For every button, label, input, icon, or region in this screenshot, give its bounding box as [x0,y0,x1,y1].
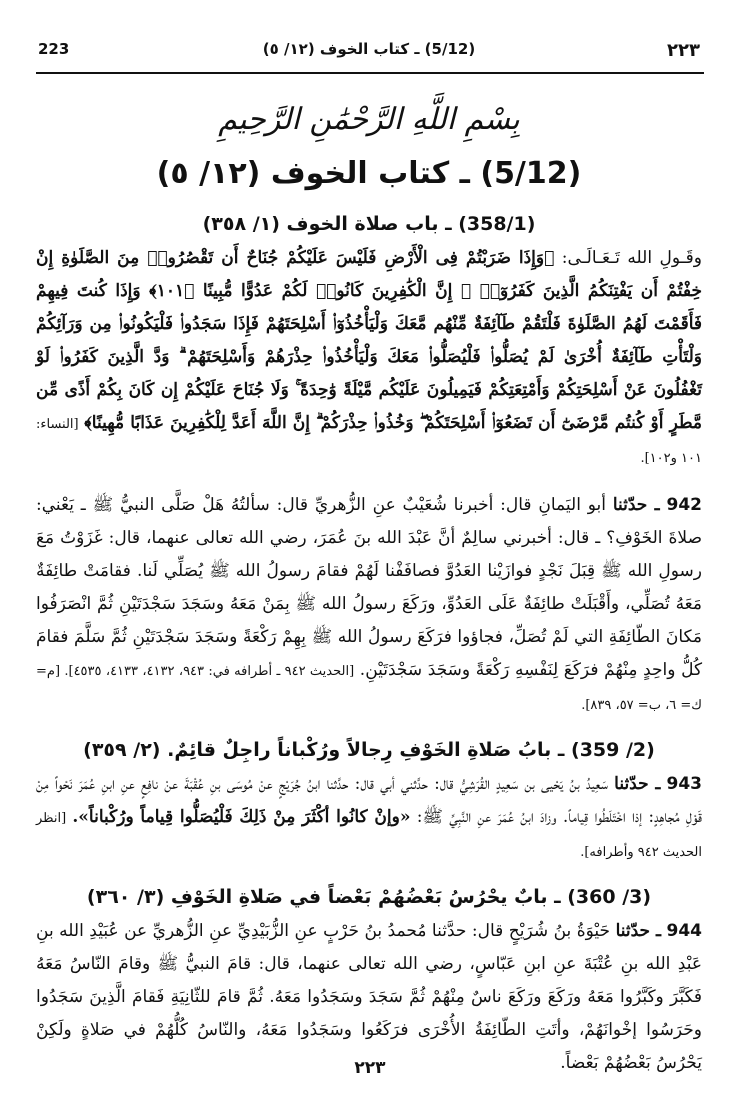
chapter-intro-paragraph [36,242,702,475]
verse-reference: [النساء: ١٠١ و١٠٢]. [36,417,702,466]
hadith-opening: ـ حدّثنا [612,495,660,515]
spacer [36,869,702,883]
hadith-text: حَيْوَةُ بنُ شُرَيْحٍ قال: حدَّثنا مُحمدُ بنُ حَرْبٍ عنِ الزُّبَيْدِيِّ عنِ الزُّهريِّ عن عُبَيْدِ الله بنِ عَبْدِ الله بنِ عُتْبَةَ عنِ ابنِ عَبّاسٍ، رضي الله تعالى عنهما، قال: قامَ النبيُّ ﷺ وقامَ النّاسُ مَعَهُ فَكَبَّرَ وكَبَّرُوا مَعَهُ ورَكَعَ ورَكَعَ ناسٌ مِنْهُمْ ثُمَّ سَجَدَ وسَجَدُوا مَعَهُ. ثُمَّ قامَ للثّانِيَةِ فَقامَ الَّذِينَ سَجَدُوا وحَرَسُوا إخْوانَهُمْ، وأتَتِ الطّائِفَةُ الأُخْرَى فرَكَعُوا وسَجَدُوا مَعَهُ، والنّاسُ كُلُّهُمْ في صَلاةٍ ولَكِنْ يَحْرُسُ بَعْضُهُمْ بَعْضاً. [36,921,702,1073]
hadith-number: 943 [666,774,703,794]
chapter-title: (358/1) ـ باب صلاة الخوف (١/ ٣٥٨) [202,213,536,235]
page-number-latin: 223 [38,40,70,58]
intro-text: وقَـولِ الله تَـعَـالَـى: [561,248,702,268]
spacer [36,475,702,489]
page-body [36,100,702,1080]
hadith-reference: [انظر الحديث ٩٤٢ وأطرافه]. [36,811,702,860]
basmala: بِسْمِ اللَّهِ الرَّحْمَٰنِ الرَّحِيمِ [218,102,520,137]
hadith-text: أبو اليَمانِ قال: أخبرنا شُعَيْبٌ عنِ الزُّهريِّ قال: سألتُهُ هَلْ صَلَّى النبيُّ ﷺ ـ يَعْني: صلاةَ الخَوْفِ؟ ـ قال: أخبرني سالِمٌ أنَّ عَبْدَ الله بنَ عُمَرَ، رضي الله تعالى عنهما، قال: غَزَوْتُ مَعَ رسولِ الله ﷺ قِبَلَ نَجْدٍ فوازَيْنا العَدُوَّ فصافَفْنا لَهُمْ فقامَ رسولُ الله ﷺ يُصَلِّي لَنا. فقامَتْ طائِفَةٌ مَعَهُ تُصَلِّي، وأَقْبَلَتْ طائِفَةٌ عَلَى العَدُوِّ، ورَكَعَ رسولُ الله ﷺ بِمَنْ مَعَهُ وسَجَدَ سَجْدَتَيْنِ ثُمَّ انْصَرَفُوا مَكانَ الطّائِفَةِ التي لَمْ تُصَلِّ، فجاؤوا فرَكَعَ رسولُ الله ﷺ بِهِمْ رَكْعَةً وسَجَدَ سَجْدَتَيْنِ ثُمَّ سَلَّمَ فقامَ كُلُّ واحِدٍ مِنْهُمْ فرَكَعَ لِنَفْسِهِ رَكْعَةً وسَجَدَ سَجْدَتَيْنِ. [36,495,703,680]
running-header [38,40,700,70]
prophetic-quote: «وإنْ كانُوا أكْثَرَ مِنْ ذَلِكَ فَلْيُصَلُّوا قِياماً ورُكْباناً». [72,807,411,827]
hadith-paragraph [36,915,702,1080]
footer-page-number: ٢٢٣ [354,1058,386,1078]
hadith-paragraph [36,768,702,869]
quran-verse: ﴿وَإِذَا ضَرَبْتُمْ فِى الْأَرْضِ فَلَيْسَ عَلَيْكُمْ جُنَاحٌ أَن تَقْصُرُوا۟ مِنَ الصَّلَوٰةِ إِنْ خِفْتُمْ أَن يَفْتِنَكُمُ الَّذِينَ كَفَرُوٓا۟ ۚ إِنَّ الْكَٰفِرِينَ كَانُوا۟ لَكُمْ عَدُوًّا مُّبِينًا ﴿١٠١﴾ وَإِذَا كُنتَ فِيهِمْ فَأَقَمْتَ لَهُمُ الصَّلَوٰةَ فَلْتَقُمْ طَآئِفَةٌ مِّنْهُم مَّعَكَ وَلْيَأْخُذُوٓا۟ أَسْلِحَتَهُمْ فَإِذَا سَجَدُوا۟ فَلْيَكُونُوا۟ مِن وَرَآئِكُمْ وَلْتَأْتِ طَآئِفَةٌ أُخْرَىٰ لَمْ يُصَلُّوا۟ فَلْيُصَلُّوا۟ مَعَكَ وَلْيَأْخُذُوا۟ حِذْرَهُمْ وَأَسْلِحَتَهُمْ ۗ وَدَّ الَّذِينَ كَفَرُوا۟ لَوْ تَغْفُلُونَ عَنْ أَسْلِحَتِكُمْ وَأَمْتِعَتِكُمْ فَيَمِيلُونَ عَلَيْكُم مَّيْلَةً وَٰحِدَةً ۚ وَلَا جُنَاحَ عَلَيْكُمْ إِن كَانَ بِكُمْ أَذًى مِّن مَّطَرٍ أَوْ كُنتُم مَّرْضَىٰٓ أَن تَضَعُوٓا۟ أَسْلِحَتَكُمْ ۖ وَخُذُوا۟ حِذْرَكُمْ ۗ إِنَّ اللَّهَ أَعَدَّ لِلْكَٰفِرِينَ عَذَابًا مُّهِينًا﴾ [36,248,703,433]
hadith-number: 944 [666,921,703,941]
hadith-reference: [الحديث ٩٤٢ ـ أطرافه في: ٩٤٣، ٤١٣٢، ٤١٣٣، ٤٥٣٥]. [م= ك= ٦، ب= ٥٧، ٨٣٩]. [36,664,702,713]
running-title: (5/12) ـ كتاب الخوف (١٢/ ٥) [262,40,476,58]
hadith-number: 942 [666,495,702,515]
spacer [36,722,702,736]
hadith-opening: ـ حدّثنا [614,774,661,794]
book-title: (5/12) ـ كتاب الخوف (١٢/ ٥) [156,156,582,191]
hadith-opening: ـ حدّثنا [615,921,662,941]
header-rule [36,72,704,74]
hadith-text: سَعِيدُ بنُ يَحْيى بن سَعِيدٍ القُرَشِيُّ قال: حدَّثني أبي قال: حدَّثنا ابنُ جُرَيْجٍ عنْ مُوسَى بنِ عُقْبَةَ عنْ نافِعٍ عنِ ابنِ عُمَرَ نَحْواً مِنْ قَوْلِ مُجاهِدٍ: إذا اخْتَلَطُوا قِياماً. وزادَ ابنُ عُمَرَ عنِ النَّبِيِّ ﷺ: [36,774,702,827]
page-number-arabic: ٢٢٣ [667,40,700,61]
hadith-paragraph [36,489,702,722]
chapter-title: (2/ 359) ـ بابُ صَلاةِ الخَوْفِ رِجالاً ورُكْباناً راجِلٌ قائِمٌ. (٢/ ٣٥٩) [83,739,655,761]
chapter-title: (3/ 360) ـ بابٌ يحْرُسُ بَعْضُهُمْ بَعْضاً في صَلاةِ الخَوْفِ (٣/ ٣٦٠) [86,886,652,908]
